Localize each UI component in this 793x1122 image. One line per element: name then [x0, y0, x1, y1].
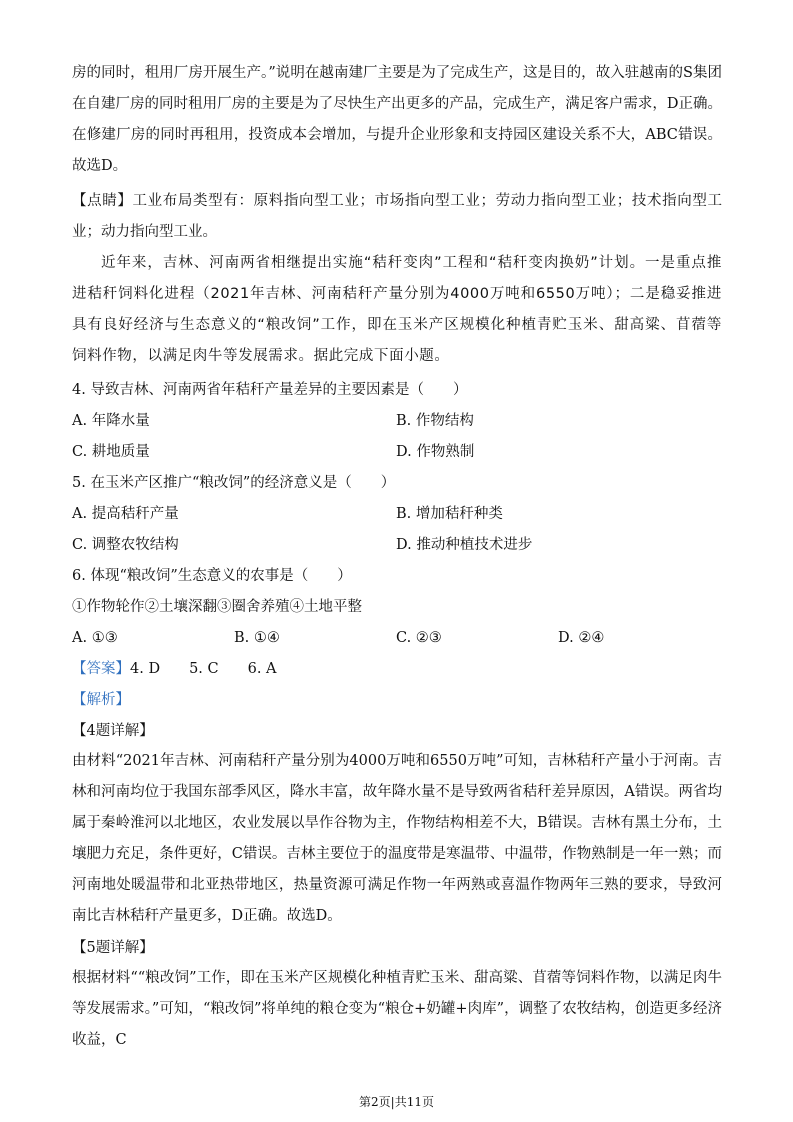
detail-4-section — [72, 746, 722, 932]
q5-option-c: C. 调整农牧结构 — [72, 537, 179, 553]
material-section — [72, 248, 722, 372]
answer-text: 4. D 5. C 6. A — [130, 661, 277, 677]
q4-option-c: C. 耕地质量 — [72, 444, 150, 460]
question-5-stem: 5. 在玉米产区推广“粮改饲”的经济意义是（ ） — [72, 475, 396, 491]
answer-tag: 【答案】 — [72, 661, 130, 677]
question-4-stem: 4. 导致吉林、河南两省年秸秆产量差异的主要因素是（ ） — [72, 382, 468, 398]
dianjing-paragraph — [72, 186, 722, 248]
dianjing-tag: 【点睛】 — [72, 193, 133, 209]
question-6-items: ①作物轮作②土壤深翻③圈舍养殖④土地平整 — [72, 599, 362, 615]
q6-option-c: C. ②③ — [396, 630, 442, 646]
detail-4-paragraph: 由材料“2021年吉林、河南秸秆产量分别为4000万吨和6550万吨”可知，吉林秸秆产量小于河南。吉林和河南均位于我国东部季风区，降水丰富，故年降水量不是导致两省秸秆差异原因，A错误。两省均属于秦岭淮河以北地区，农业发展以旱作谷物为主，作物结构相差不大，B错误。吉林有黑土分布，土壤肥力充足，条件更好，C错误。吉林主要位于的温度带是寒温带、中温带，作物熟制是一年一熟；而河南地处暖温带和北亚热带地区，热量资源可满足作物一年两熟或喜温作物两年三熟的要求，导致河南比吉林秸秆产量更多，D正确。故选D。 — [72, 753, 722, 924]
detail-5-title: 【5题详解】 — [72, 940, 154, 956]
q6-option-d: D. ②④ — [558, 630, 605, 646]
dianjing-section — [72, 186, 722, 248]
q4-option-d: D. 作物熟制 — [396, 444, 475, 460]
q6-option-a: A. ①③ — [72, 630, 118, 646]
question-6-stem: 6. 体现“粮改饲”生态意义的农事是（ ） — [72, 568, 352, 584]
detail-5-section — [72, 963, 722, 1056]
previous-paragraph: 房的同时，租用厂房开展生产。”说明在越南建厂主要是为了完成生产，这是目的，故入驻越南的S集团在自建厂房的同时租用厂房的主要是为了尽快生产出更多的产品，完成生产，满足客户需求，D正确。在修建厂房的同时再租用，投资成本会增加，与提升企业形象和支持园区建设关系不大，ABC错误。故选D。 — [72, 65, 722, 174]
dianjing-text: 工业布局类型有：原料指向型工业；市场指向型工业；劳动力指向型工业；技术指向型工业；动力指向型工业。 — [72, 193, 723, 240]
q4-option-b: B. 作物结构 — [396, 413, 474, 429]
q5-option-d: D. 推动种植技术进步 — [396, 537, 533, 553]
q6-option-b: B. ①④ — [234, 630, 280, 646]
page-footer: 第2页|共11页 — [359, 1095, 434, 1109]
q4-option-a: A. 年降水量 — [72, 413, 150, 429]
detail-4-title: 【4题详解】 — [72, 723, 154, 739]
analysis-tag: 【解析】 — [72, 692, 130, 708]
q5-option-b: B. 增加秸秆种类 — [396, 506, 503, 522]
material-paragraph: 近年来，吉林、河南两省相继提出实施“秸秆变肉”工程和“秸秆变肉换奶”计划。一是重点推进秸秆饲料化进程（2021年吉林、河南秸秆产量分别为4000万吨和6550万吨）；二是稳妥推进具有良好经济与生态意义的“粮改饲”工作，即在玉米产区规模化种植青贮玉米、甜高粱、苜蓿等饲料作物，以满足肉牛等发展需求。据此完成下面小题。 — [72, 255, 722, 364]
q5-option-a: A. 提高秸秆产量 — [72, 506, 179, 522]
answer-line — [72, 658, 277, 680]
detail-5-paragraph: 根据材料““粮改饲”工作，即在玉米产区规模化种植青贮玉米、甜高粱、苜蓿等饲料作物，以满足肉牛等发展需求。”可知，“粮改饲”将单纯的粮仓变为“粮仓+奶罐+肉库”，调整了农牧结构，创造更多经济收益，C — [72, 970, 722, 1048]
previous-explanation — [72, 58, 722, 182]
